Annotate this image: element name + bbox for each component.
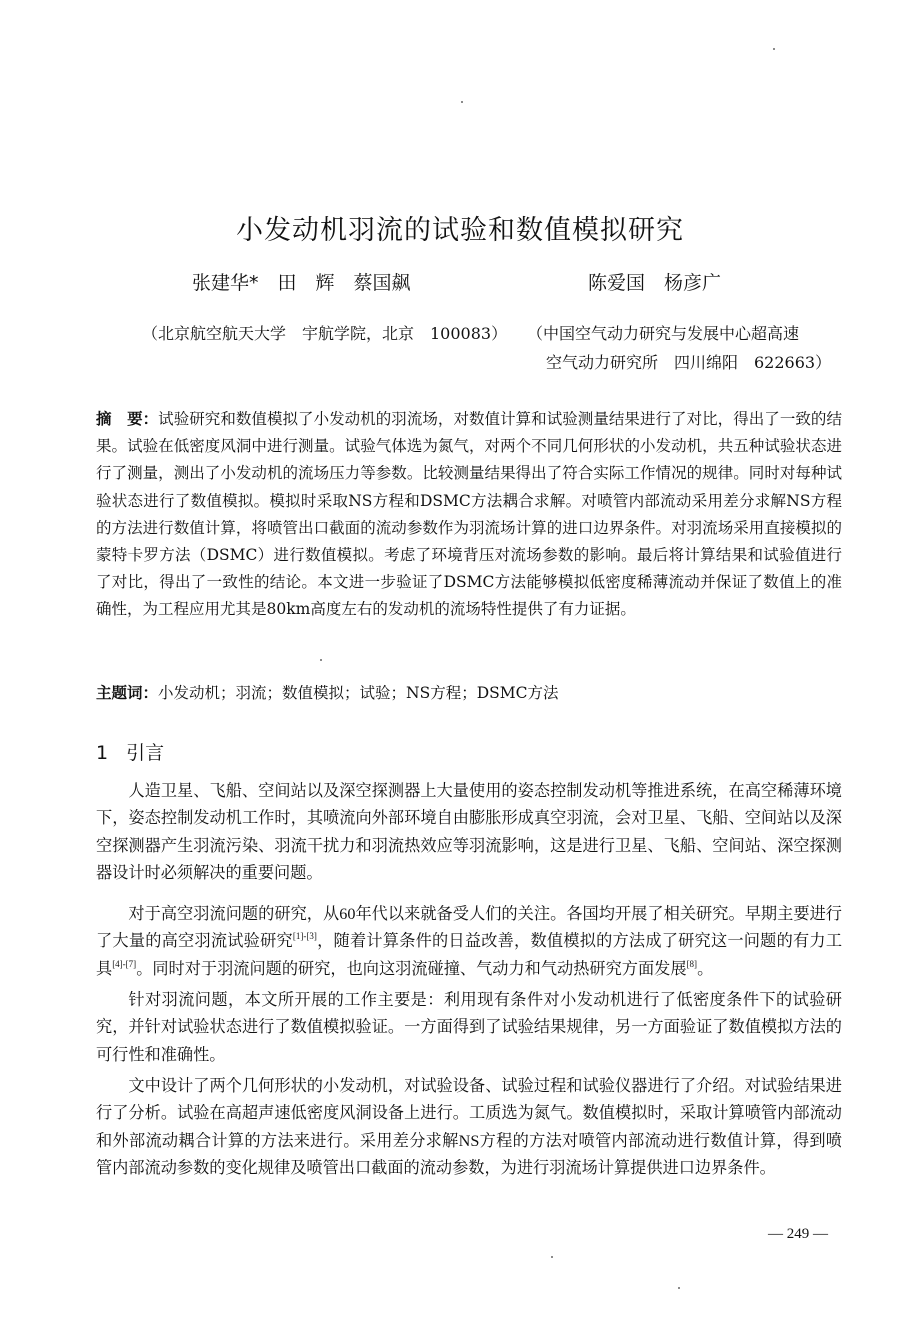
section-heading [96, 738, 164, 765]
abstract-label: 摘 要： [96, 410, 159, 428]
citation-4-7: [4]-[7] [112, 958, 137, 969]
paragraph-1 [96, 778, 842, 887]
paragraph-2-text [96, 901, 842, 983]
scan-speck [461, 101, 463, 103]
paragraph-4 [96, 1073, 842, 1182]
affiliation-right-line1: （中国空气动力研究与发展中心超高速 [527, 324, 800, 343]
keywords-text: 小发动机；羽流；数值模拟；试验；NS方程；DSMC方法 [158, 684, 559, 702]
paragraph-2-part-c: 。同时对于羽流问题的研究，也向这羽流碰撞、气动力和气动热研究方面发展 [136, 959, 687, 978]
citation-1-3: [1]-[3] [292, 931, 317, 942]
paragraph-4-text: 文中设计了两个几何形状的小发动机，对试验设备、试验过程和试验仪器进行了介绍。对试验结果进行了分析。试验在高超声速低密度风洞设备上进行。工质选为氮气。数值模拟时，采取计算喷管内部流动和外部流动耦合计算的方法来进行。采用差分求解NS方程的方法对喷管内部流动进行数值计算，得到喷管内部流动参数的变化规律及喷管出口截面的流动参数，为进行羽流场计算提供进口边界条件。 [96, 1077, 842, 1177]
authors-right: 陈爱国 杨彦广 [588, 272, 722, 294]
paragraph-1-text: 人造卫星、飞船、空间站以及深空探测器上大量使用的姿态控制发动机等推进系统，在高空稀薄环境下，姿态控制发动机工作时，其喷流向外部环境自由膨胀形成真空羽流，会对卫星、飞船、空间站以及深空探测器产生羽流污染、羽流干扰力和羽流热效应等羽流影响，这是进行卫星、飞船、空间站、深空探测器设计时必须解决的重要问题。 [96, 782, 842, 882]
scan-speck [678, 1287, 680, 1289]
affiliation-right-line2: 空气动力研究所 四川绵阳 622663） [546, 353, 832, 372]
authors-left: 张建华* 田 辉 蔡国飙 [192, 272, 411, 294]
paragraph-3 [96, 987, 842, 1069]
abstract [96, 406, 842, 624]
paragraph-2-part-d: 。 [697, 959, 714, 978]
scan-speck [773, 48, 775, 50]
section-title: 引言 [126, 742, 165, 764]
section-number: 1 [96, 742, 109, 764]
paragraph-2-part-a: 对于高空羽流问题的研究，从60年代以来就备受人们的关注。各国均开展了相关研究。早期主要进行了大量的高空羽流试验研究 [96, 905, 842, 951]
affiliation-left: （北京航空航天大学 宇航学院，北京 100083） [142, 324, 508, 343]
scan-speck [551, 1256, 553, 1258]
paragraph-3-text: 针对羽流问题，本文所开展的工作主要是：利用现有条件对小发动机进行了低密度条件下的试验研究，并针对试验状态进行了数值模拟验证。一方面得到了试验结果规律，另一方面验证了数值模拟方法的可行性和准确性。 [96, 991, 842, 1064]
keywords-label: 主题词： [96, 684, 159, 702]
scan-speck [320, 659, 322, 661]
citation-8: [8] [686, 958, 698, 969]
paper-title: 小发动机羽流的试验和数值模拟研究 [236, 215, 684, 246]
page-number: — 249 — [768, 1226, 828, 1242]
abstract-text: 试验研究和数值模拟了小发动机的羽流场，对数值计算和试验测量结果进行了对比，得出了一致的结果。试验在低密度风洞中进行测量。试验气体选为氮气，对两个不同几何形状的小发动机，共五种试验状态进行了测量，测出了小发动机的流场压力等参数。比较测量结果得出了符合实际工作情况的规律。同时对每种试验状态进行了数值模拟。模拟时采取NS方程和DSMC方法耦合求解。对喷管内部流动采用差分求解NS方程的方法进行数值计算，将喷管出口截面的流动参数作为羽流场计算的进口边界条件。对羽流场采用直接模拟的蒙特卡罗方法（DSMC）进行数值模拟。考虑了环境背压对流场参数的影响。最后将计算结果和试验值进行了对比，得出了一致性的结论。本文进一步验证了DSMC方法能够模拟低密度稀薄流动并保证了数值上的准确性，为工程应用尤其是80km高度左右的发动机的流场特性提供了有力证据。 [96, 410, 842, 619]
keywords [96, 681, 842, 703]
paragraph-2 [96, 901, 842, 983]
paragraph-2-part-b: ，随着计算条件的日益改善，数值模拟的方法成了研究这一问题的有力工具 [96, 932, 843, 978]
